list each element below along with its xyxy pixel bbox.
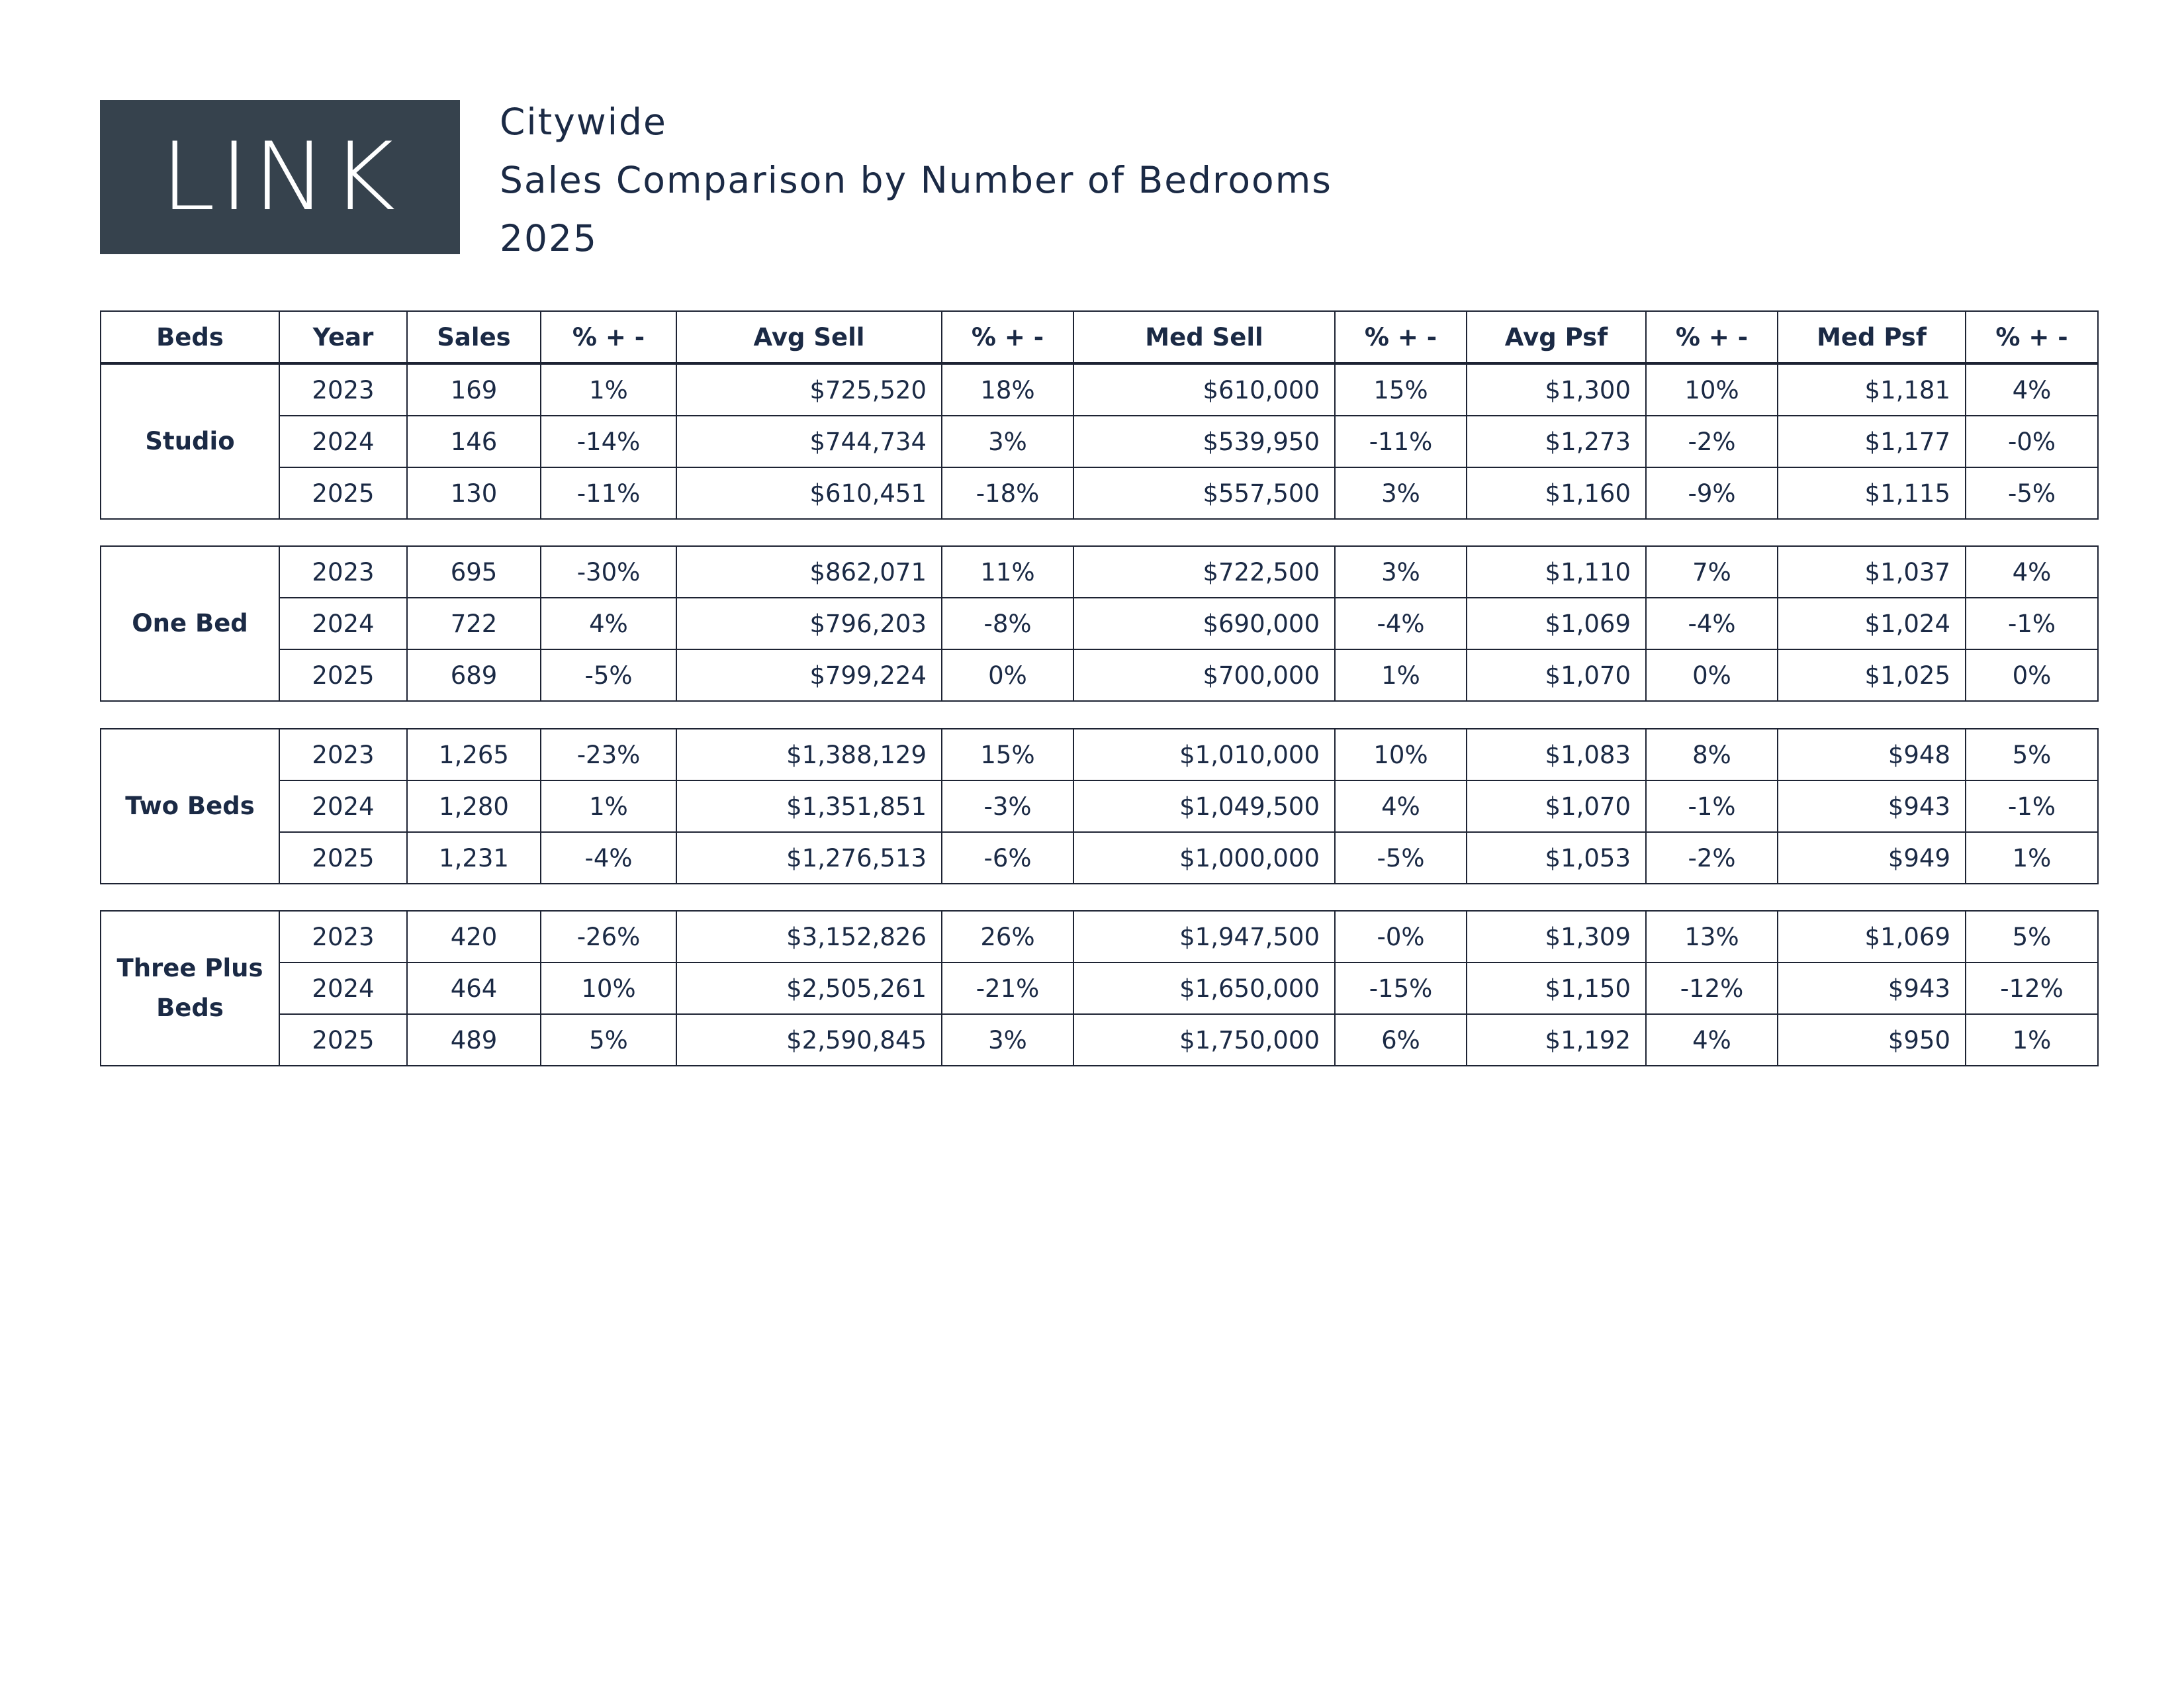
table-row <box>101 780 2098 832</box>
cell-year: 2024 <box>279 416 407 467</box>
report-heading <box>500 93 1332 267</box>
cell-avg-psf-change: -2% <box>1646 416 1778 467</box>
cell-avg-sell-change: 11% <box>942 546 1073 598</box>
cell-med-sell-change: 1% <box>1335 649 1467 701</box>
cell-avg-psf: $1,083 <box>1467 729 1646 780</box>
cell-year: 2023 <box>279 364 407 416</box>
cell-med-psf: $948 <box>1778 729 1966 780</box>
cell-avg-sell: $1,351,851 <box>676 780 942 832</box>
cell-med-psf-change: -5% <box>1966 467 2098 519</box>
cell-avg-sell: $1,276,513 <box>676 832 942 884</box>
report-year: 2025 <box>500 217 598 259</box>
cell-avg-sell: $2,505,261 <box>676 962 942 1014</box>
cell-med-psf: $1,115 <box>1778 467 1966 519</box>
cell-avg-sell: $862,071 <box>676 546 942 598</box>
col-header-avg-sell: Avg Sell <box>676 311 942 363</box>
cell-med-psf: $1,181 <box>1778 364 1966 416</box>
cell-avg-psf: $1,150 <box>1467 962 1646 1014</box>
cell-avg-psf: $1,110 <box>1467 546 1646 598</box>
cell-avg-sell-change: 18% <box>942 364 1073 416</box>
table-row <box>101 911 2098 962</box>
cell-avg-psf: $1,273 <box>1467 416 1646 467</box>
table-row <box>101 649 2098 701</box>
col-header-avg-sell-change: % + - <box>942 311 1073 363</box>
cell-avg-sell: $725,520 <box>676 364 942 416</box>
cell-med-sell-change: 15% <box>1335 364 1467 416</box>
col-header-med-psf: Med Psf <box>1778 311 1966 363</box>
cell-avg-sell: $2,590,845 <box>676 1014 942 1066</box>
table-row <box>101 729 2098 780</box>
cell-avg-psf: $1,309 <box>1467 911 1646 962</box>
cell-avg-psf-change: -12% <box>1646 962 1778 1014</box>
bedroom-group-table <box>100 545 2099 702</box>
cell-sales-change: -23% <box>541 729 676 780</box>
col-header-med-psf-change: % + - <box>1966 311 2098 363</box>
cell-med-sell: $1,947,500 <box>1073 911 1335 962</box>
cell-med-sell-change: 3% <box>1335 467 1467 519</box>
cell-med-psf: $1,037 <box>1778 546 1966 598</box>
bedroom-group-table <box>100 728 2099 884</box>
cell-avg-psf-change: -4% <box>1646 598 1778 649</box>
cell-med-psf-change: -0% <box>1966 416 2098 467</box>
cell-med-psf-change: 1% <box>1966 832 2098 884</box>
table-row <box>101 416 2098 467</box>
cell-avg-psf: $1,160 <box>1467 467 1646 519</box>
cell-avg-psf-change: 8% <box>1646 729 1778 780</box>
cell-avg-sell-change: 0% <box>942 649 1073 701</box>
cell-med-sell-change: -4% <box>1335 598 1467 649</box>
cell-year: 2023 <box>279 546 407 598</box>
cell-sales: 1,265 <box>407 729 541 780</box>
cell-avg-psf: $1,053 <box>1467 832 1646 884</box>
cell-med-sell-change: -5% <box>1335 832 1467 884</box>
cell-sales: 722 <box>407 598 541 649</box>
cell-sales-change: -30% <box>541 546 676 598</box>
bedroom-group-table <box>100 910 2099 1066</box>
cell-sales-change: -11% <box>541 467 676 519</box>
table-header <box>100 310 2099 363</box>
cell-sales: 420 <box>407 911 541 962</box>
cell-avg-psf: $1,192 <box>1467 1014 1646 1066</box>
cell-avg-psf: $1,300 <box>1467 364 1646 416</box>
col-header-beds: Beds <box>101 311 279 363</box>
cell-avg-sell-change: 3% <box>942 416 1073 467</box>
cell-med-sell-change: -15% <box>1335 962 1467 1014</box>
cell-avg-sell-change: -18% <box>942 467 1073 519</box>
report-area: Citywide <box>500 101 667 143</box>
cell-avg-psf: $1,070 <box>1467 649 1646 701</box>
cell-sales-change: -26% <box>541 911 676 962</box>
cell-avg-psf-change: 0% <box>1646 649 1778 701</box>
cell-year: 2025 <box>279 649 407 701</box>
table-row <box>101 546 2098 598</box>
cell-avg-sell-change: 26% <box>942 911 1073 962</box>
cell-med-psf: $1,025 <box>1778 649 1966 701</box>
cell-med-sell: $539,950 <box>1073 416 1335 467</box>
cell-med-psf: $1,069 <box>1778 911 1966 962</box>
cell-year: 2023 <box>279 729 407 780</box>
table-row <box>101 598 2098 649</box>
cell-sales-change: 10% <box>541 962 676 1014</box>
col-header-sales: Sales <box>407 311 541 363</box>
table-row <box>101 962 2098 1014</box>
cell-year: 2024 <box>279 598 407 649</box>
cell-avg-psf-change: 7% <box>1646 546 1778 598</box>
cell-year: 2025 <box>279 1014 407 1066</box>
brand-logo-text: LINK <box>160 122 400 232</box>
cell-avg-psf-change: -1% <box>1646 780 1778 832</box>
cell-med-psf-change: -12% <box>1966 962 2098 1014</box>
cell-med-psf-change: 1% <box>1966 1014 2098 1066</box>
cell-avg-sell-change: -6% <box>942 832 1073 884</box>
cell-med-sell: $700,000 <box>1073 649 1335 701</box>
cell-avg-psf-change: 4% <box>1646 1014 1778 1066</box>
cell-med-psf: $949 <box>1778 832 1966 884</box>
cell-sales: 130 <box>407 467 541 519</box>
cell-med-sell: $690,000 <box>1073 598 1335 649</box>
beds-label: Two Beds <box>101 729 279 884</box>
beds-label: Studio <box>101 364 279 519</box>
cell-avg-sell: $3,152,826 <box>676 911 942 962</box>
cell-med-sell: $1,049,500 <box>1073 780 1335 832</box>
cell-year: 2023 <box>279 911 407 962</box>
col-header-med-sell-change: % + - <box>1335 311 1467 363</box>
brand-logo <box>100 100 460 254</box>
cell-avg-sell-change: 15% <box>942 729 1073 780</box>
cell-avg-sell: $744,734 <box>676 416 942 467</box>
cell-sales-change: -14% <box>541 416 676 467</box>
cell-sales: 689 <box>407 649 541 701</box>
cell-med-psf: $943 <box>1778 962 1966 1014</box>
cell-avg-psf-change: -9% <box>1646 467 1778 519</box>
table-row <box>101 467 2098 519</box>
cell-avg-psf: $1,070 <box>1467 780 1646 832</box>
cell-med-sell: $557,500 <box>1073 467 1335 519</box>
cell-med-psf: $1,177 <box>1778 416 1966 467</box>
cell-med-sell: $1,750,000 <box>1073 1014 1335 1066</box>
cell-med-sell-change: 4% <box>1335 780 1467 832</box>
cell-med-psf: $943 <box>1778 780 1966 832</box>
beds-label: Three Plus Beds <box>101 911 279 1066</box>
cell-med-sell: $1,010,000 <box>1073 729 1335 780</box>
cell-year: 2025 <box>279 832 407 884</box>
cell-avg-sell-change: -8% <box>942 598 1073 649</box>
cell-sales-change: -4% <box>541 832 676 884</box>
cell-med-psf: $1,024 <box>1778 598 1966 649</box>
cell-med-psf-change: 5% <box>1966 729 2098 780</box>
report-title: Sales Comparison by Number of Bedrooms <box>500 159 1332 201</box>
cell-sales-change: -5% <box>541 649 676 701</box>
cell-avg-psf: $1,069 <box>1467 598 1646 649</box>
cell-med-sell-change: 6% <box>1335 1014 1467 1066</box>
cell-med-sell-change: -11% <box>1335 416 1467 467</box>
cell-med-psf-change: -1% <box>1966 598 2098 649</box>
cell-avg-sell: $1,388,129 <box>676 729 942 780</box>
table-row <box>101 832 2098 884</box>
cell-sales: 695 <box>407 546 541 598</box>
cell-med-psf: $950 <box>1778 1014 1966 1066</box>
cell-year: 2025 <box>279 467 407 519</box>
cell-sales-change: 1% <box>541 780 676 832</box>
cell-avg-sell-change: 3% <box>942 1014 1073 1066</box>
cell-avg-psf-change: -2% <box>1646 832 1778 884</box>
cell-year: 2024 <box>279 780 407 832</box>
cell-avg-sell: $796,203 <box>676 598 942 649</box>
cell-avg-sell: $610,451 <box>676 467 942 519</box>
cell-sales-change: 4% <box>541 598 676 649</box>
cell-avg-psf-change: 10% <box>1646 364 1778 416</box>
cell-sales: 1,231 <box>407 832 541 884</box>
cell-med-psf-change: 5% <box>1966 911 2098 962</box>
cell-avg-sell-change: -3% <box>942 780 1073 832</box>
cell-sales: 1,280 <box>407 780 541 832</box>
cell-avg-psf-change: 13% <box>1646 911 1778 962</box>
cell-med-sell-change: 10% <box>1335 729 1467 780</box>
header-row <box>101 311 2098 363</box>
cell-sales-change: 1% <box>541 364 676 416</box>
cell-med-psf-change: 4% <box>1966 546 2098 598</box>
cell-med-psf-change: 4% <box>1966 364 2098 416</box>
cell-avg-sell: $799,224 <box>676 649 942 701</box>
col-header-avg-psf: Avg Psf <box>1467 311 1646 363</box>
cell-year: 2024 <box>279 962 407 1014</box>
cell-med-sell: $722,500 <box>1073 546 1335 598</box>
cell-med-sell-change: 3% <box>1335 546 1467 598</box>
cell-med-sell: $1,000,000 <box>1073 832 1335 884</box>
beds-label: One Bed <box>101 546 279 701</box>
col-header-sales-change: % + - <box>541 311 676 363</box>
table-row <box>101 1014 2098 1066</box>
col-header-avg-psf-change: % + - <box>1646 311 1778 363</box>
cell-med-psf-change: 0% <box>1966 649 2098 701</box>
cell-sales-change: 5% <box>541 1014 676 1066</box>
col-header-year: Year <box>279 311 407 363</box>
cell-med-sell: $610,000 <box>1073 364 1335 416</box>
cell-sales: 489 <box>407 1014 541 1066</box>
cell-sales: 146 <box>407 416 541 467</box>
table-row <box>101 364 2098 416</box>
cell-avg-sell-change: -21% <box>942 962 1073 1014</box>
cell-sales: 464 <box>407 962 541 1014</box>
col-header-med-sell: Med Sell <box>1073 311 1335 363</box>
cell-med-psf-change: -1% <box>1966 780 2098 832</box>
cell-med-sell-change: -0% <box>1335 911 1467 962</box>
cell-med-sell: $1,650,000 <box>1073 962 1335 1014</box>
cell-sales: 169 <box>407 364 541 416</box>
bedroom-group-table <box>100 363 2099 520</box>
